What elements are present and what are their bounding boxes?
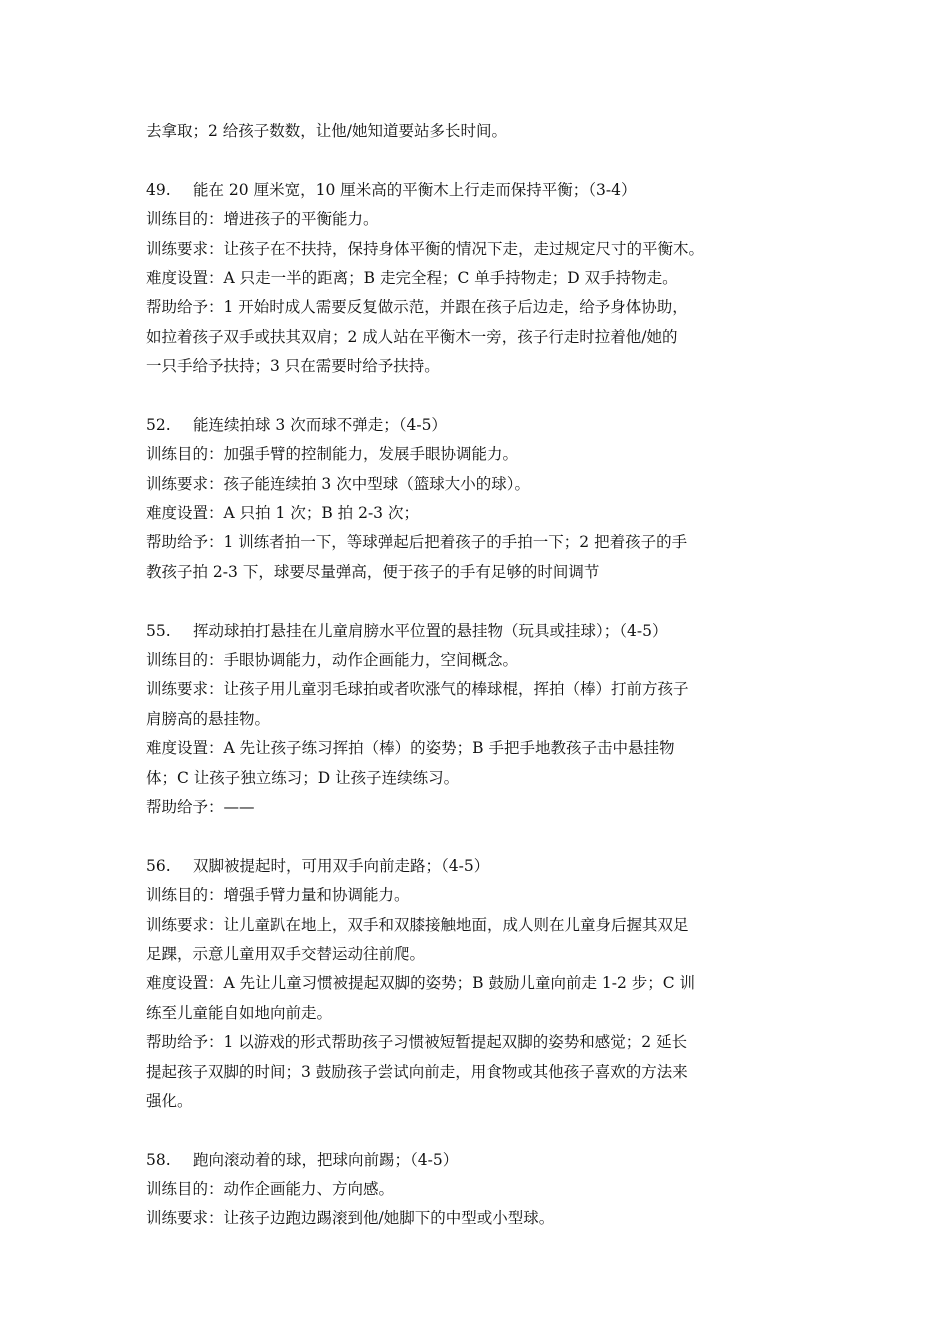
- item-text-line: 难度设置：A 只拍 1 次；B 拍 2-3 次；: [146, 504, 419, 523]
- paragraph-gap: [146, 1116, 810, 1145]
- item-text-line: 帮助给予：1 开始时成人需要反复做示范，并跟在孩子后边走，给予身体协助，: [146, 298, 688, 317]
- document-page: [146, 117, 810, 1234]
- item-text-line: 提起孩子双脚的时间；3 鼓励孩子尝试向前走，用食物或其他孩子喜欢的方法来: [146, 1062, 688, 1081]
- item-text-line: 难度设置：A 先让孩子练习挥拍（棒）的姿势；B 手把手地教孩子击中悬挂物: [146, 739, 675, 758]
- item-text-line: 难度设置：A 只走一半的距离；B 走完全程；C 单手持物走；D 双手持物走。: [146, 268, 678, 287]
- item-text-line: 帮助给予：1 以游戏的形式帮助孩子习惯被短暂提起双脚的姿势和感觉；2 延长: [146, 1033, 688, 1052]
- paragraph-gap: [146, 146, 810, 175]
- continuation-line: 去拿取；2 给孩子数数，让他/她知道要站多长时间。: [146, 122, 508, 140]
- paragraph-gap: [146, 822, 810, 851]
- item-title: 挥动球拍打悬挂在儿童肩膀水平位置的悬挂物（玩具或挂球）；（4-5）: [193, 621, 668, 640]
- item-title: 跑向滚动着的球，把球向前踢；（4-5）: [193, 1150, 459, 1169]
- item-text-line: 一只手给予扶持；3 只在需要时给予扶持。: [146, 357, 440, 376]
- item-text-line: 肩膀高的悬挂物。: [146, 709, 271, 728]
- item-heading: [146, 176, 810, 205]
- item-text-line: 训练目的：手眼协调能力，动作企画能力，空间概念。: [146, 651, 519, 670]
- item-text-line: 训练目的：加强手臂的控制能力，发展手眼协调能力。: [146, 445, 519, 464]
- item-text-line: 训练要求：孩子能连续拍 3 次中型球（篮球大小的球）。: [146, 474, 530, 493]
- item-number: 52.: [146, 415, 171, 434]
- item-text-line: 帮助给予：1 训练者拍一下，等球弹起后把着孩子的手拍一下；2 把着孩子的手: [146, 533, 688, 552]
- item-title: 能在 20 厘米宽，10 厘米高的平衡木上行走而保持平衡；（3-4）: [193, 180, 637, 199]
- item-heading: [146, 852, 810, 881]
- item-heading: [146, 411, 810, 440]
- item-title: 双脚被提起时，可用双手向前走路；（4-5）: [193, 856, 490, 875]
- item-number: 49.: [146, 180, 171, 199]
- item-text-line: 训练目的：增强手臂力量和协调能力。: [146, 886, 410, 905]
- item-title: 能连续拍球 3 次而球不弹走；（4-5）: [193, 415, 447, 434]
- item-text-line: 训练要求：让孩子用儿童羽毛球拍或者吹涨气的棒球棍，挥拍（棒）打前方孩子: [146, 680, 689, 699]
- item-text-line: 足踝，示意儿童用双手交替运动往前爬。: [146, 944, 426, 963]
- training-item: [146, 1146, 810, 1234]
- item-text-line: 训练目的：增进孩子的平衡能力。: [146, 210, 379, 229]
- item-text-line: 帮助给予：——: [146, 797, 255, 816]
- item-text-line: 难度设置：A 先让儿童习惯被提起双脚的姿势；B 鼓励儿童向前走 1-2 步；C 训: [146, 974, 696, 993]
- training-item: [146, 176, 810, 382]
- training-items: [146, 176, 810, 1234]
- item-heading: [146, 617, 810, 646]
- item-text-line: 强化。: [146, 1091, 193, 1110]
- item-number: 58.: [146, 1150, 171, 1169]
- item-text-line: 训练目的：动作企画能力、方向感。: [146, 1180, 395, 1199]
- item-text-line: 体；C 让孩子独立练习；D 让孩子连续练习。: [146, 768, 460, 787]
- item-text-line: 训练要求：让孩子在不扶持，保持身体平衡的情况下走，走过规定尺寸的平衡木。: [146, 239, 705, 258]
- item-text-line: 教孩子拍 2-3 下，球要尽量弹高，便于孩子的手有足够的时间调节: [146, 562, 600, 581]
- paragraph-gap: [146, 587, 810, 616]
- training-item: [146, 852, 810, 1117]
- item-text-line: 如拉着孩子双手或扶其双肩；2 成人站在平衡木一旁，孩子行走时拉着他/她的: [146, 327, 678, 346]
- item-number: 55.: [146, 621, 171, 640]
- item-text-line: 训练要求：让孩子边跑边踢滚到他/她脚下的中型或小型球。: [146, 1209, 555, 1228]
- item-text-line: 训练要求：让儿童趴在地上，双手和双膝接触地面，成人则在儿童身后握其双足: [146, 915, 689, 934]
- training-item: [146, 411, 810, 587]
- paragraph-gap: [146, 382, 810, 411]
- item-text-line: 练至儿童能自如地向前走。: [146, 1003, 333, 1022]
- training-item: [146, 617, 810, 823]
- item-number: 56.: [146, 856, 171, 875]
- item-heading: [146, 1146, 810, 1175]
